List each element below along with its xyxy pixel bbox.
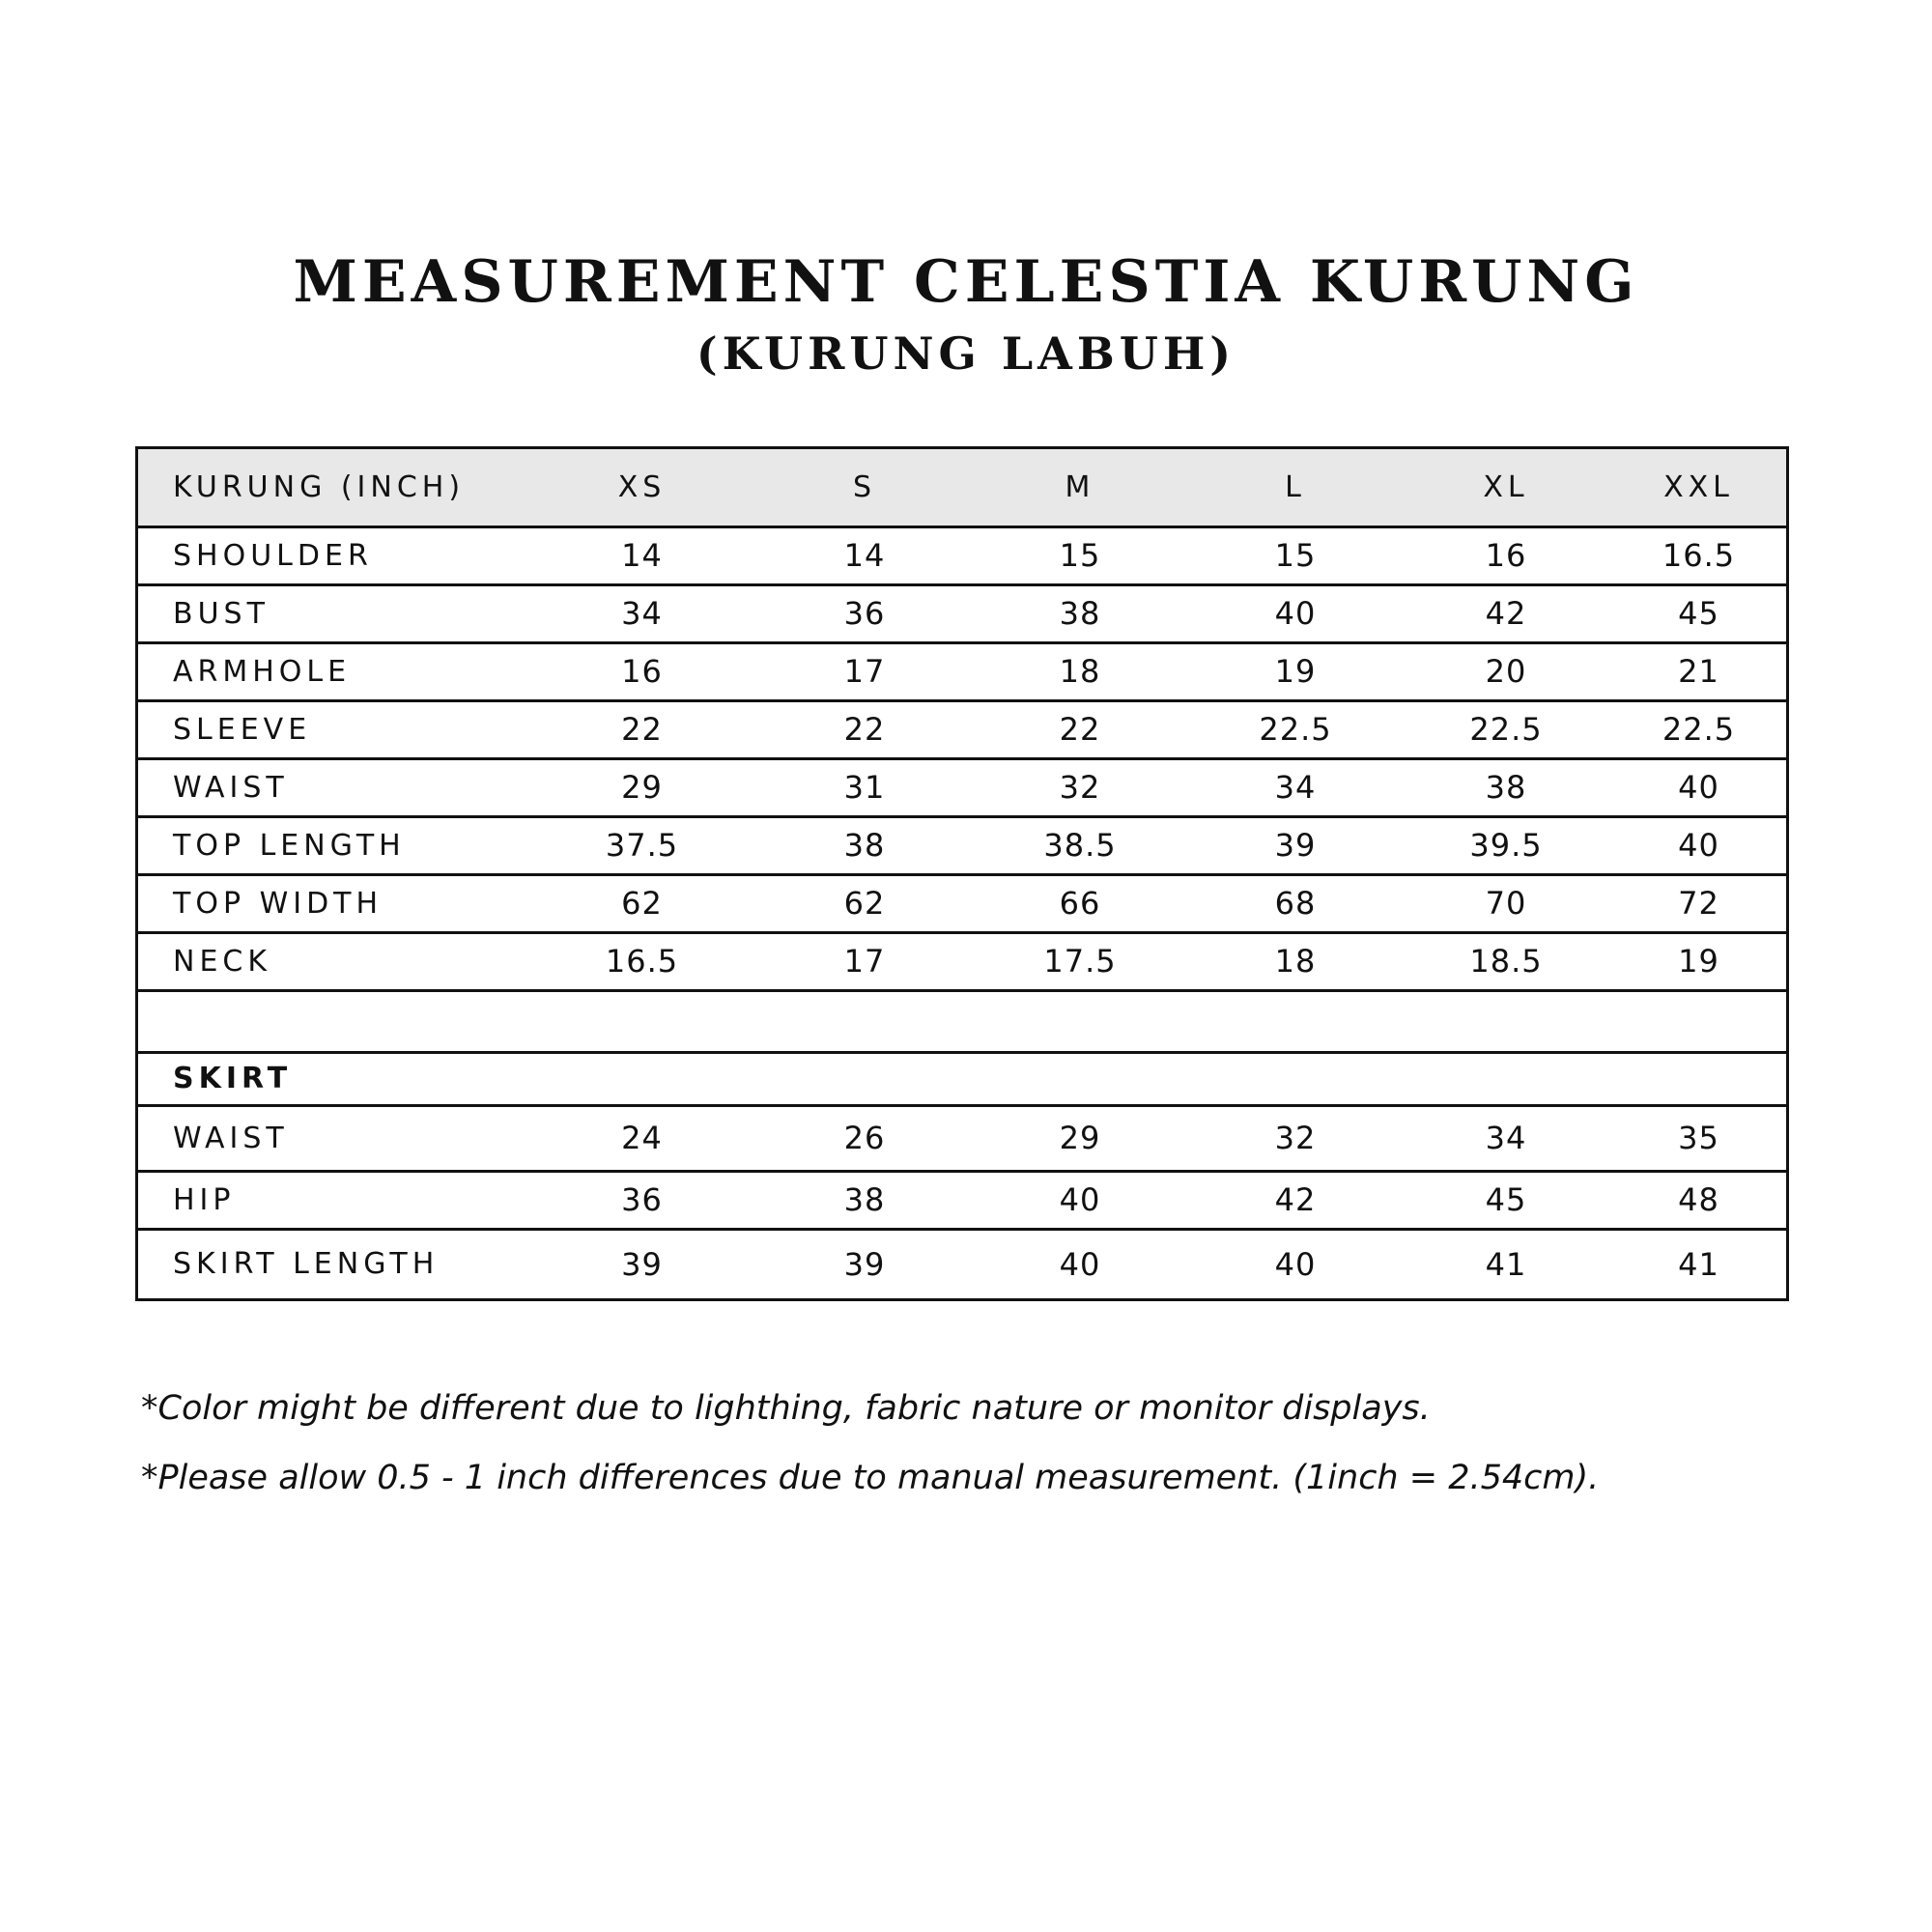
spacer-cell	[138, 990, 1786, 1052]
cell-value: 22.5	[1259, 711, 1332, 748]
header-cell-category: KURUNG (INCH)	[173, 469, 466, 504]
cell-value: 41	[1485, 1245, 1527, 1283]
cell-value: 22	[621, 711, 663, 748]
cell-value: 39	[843, 1245, 886, 1283]
note-color-disclaimer: *Color might be different due to lighthing, fabric nature or monitor displays.	[141, 1389, 1431, 1428]
cell-value: 38.5	[1043, 827, 1117, 864]
table-header-row	[138, 449, 1786, 526]
cell-value: 32	[1274, 1120, 1317, 1156]
cell-value: 45	[1485, 1181, 1527, 1218]
cell-value: 42	[1485, 595, 1527, 632]
cell-value: 40	[1678, 827, 1719, 864]
skirt-section-label: SKIRT	[173, 1062, 293, 1095]
row-label: SLEEVE	[173, 712, 312, 747]
row-label: TOP WIDTH	[173, 886, 384, 921]
cell-value: 41	[1678, 1245, 1719, 1283]
row-label: ARMHOLE	[173, 654, 352, 689]
cell-value: 36	[621, 1181, 663, 1218]
cell-value: 36	[843, 595, 886, 632]
cell-value: 38	[843, 1181, 886, 1218]
row-label: SHOULDER	[173, 538, 373, 573]
cell-value: 40	[1274, 595, 1317, 632]
table-row	[138, 932, 1786, 990]
cell-value: 17.5	[1043, 943, 1117, 980]
cell-value: 16.5	[605, 943, 679, 980]
cell-value: 72	[1678, 885, 1719, 922]
cell-value: 22	[1059, 711, 1101, 748]
cell-value: 38	[843, 827, 886, 864]
cell-value: 21	[1678, 653, 1719, 690]
cell-value: 32	[1059, 769, 1101, 806]
header-cell-size-xs: XS	[617, 469, 667, 504]
page-subtitle: (KURUNG LABUH)	[696, 327, 1236, 380]
cell-value: 16	[621, 653, 663, 690]
cell-value: 37.5	[605, 827, 679, 864]
cell-value: 34	[1274, 769, 1317, 806]
cell-value: 24	[621, 1120, 663, 1156]
cell-value: 18	[1059, 653, 1101, 690]
cell-value: 17	[843, 653, 886, 690]
cell-value: 22.5	[1662, 711, 1736, 748]
header-cell-size-l: L	[1285, 469, 1306, 504]
cell-value: 39.5	[1469, 827, 1543, 864]
table-row	[138, 874, 1786, 932]
cell-value: 16.5	[1662, 537, 1736, 574]
cell-value: 14	[843, 537, 886, 574]
cell-value: 15	[1059, 537, 1101, 574]
cell-value: 19	[1274, 653, 1317, 690]
cell-value: 62	[843, 885, 886, 922]
header-cell-size-s: S	[852, 469, 877, 504]
row-label: BUST	[173, 596, 270, 631]
cell-value: 17	[843, 943, 886, 980]
header-cell-size-xl: XL	[1483, 469, 1529, 504]
cell-value: 42	[1274, 1181, 1317, 1218]
cell-value: 45	[1678, 595, 1719, 632]
cell-value: 70	[1485, 885, 1527, 922]
cell-value: 22.5	[1469, 711, 1543, 748]
cell-value: 34	[1485, 1120, 1527, 1156]
table-row	[138, 758, 1786, 816]
cell-value: 19	[1678, 943, 1719, 980]
cell-value: 34	[621, 595, 663, 632]
cell-value: 40	[1678, 769, 1719, 806]
cell-value: 40	[1059, 1245, 1101, 1283]
cell-value: 40	[1059, 1181, 1101, 1218]
table-row	[138, 642, 1786, 700]
row-label: SKIRT LENGTH	[173, 1247, 440, 1282]
header-cell-size-xxl: XXL	[1663, 469, 1734, 504]
cell-value: 31	[843, 769, 886, 806]
cell-value: 62	[621, 885, 663, 922]
table-row	[138, 700, 1786, 758]
table-row	[138, 584, 1786, 642]
cell-value: 20	[1485, 653, 1527, 690]
cell-value: 38	[1059, 595, 1101, 632]
table-row	[138, 816, 1786, 874]
row-label: WAIST	[173, 770, 289, 805]
note-measurement-tolerance: *Please allow 0.5 - 1 inch differences due to manual measurement. (1inch = 2.54cm).	[141, 1459, 1600, 1497]
cell-value: 29	[621, 769, 663, 806]
cell-value: 22	[843, 711, 886, 748]
cell-value: 39	[1274, 827, 1317, 864]
table-row	[138, 1171, 1786, 1229]
cell-value: 29	[1059, 1120, 1101, 1156]
cell-value: 18	[1274, 943, 1317, 980]
cell-value: 18.5	[1469, 943, 1543, 980]
cell-value: 35	[1678, 1120, 1719, 1156]
table-row	[138, 526, 1786, 584]
table-row	[138, 1229, 1786, 1298]
cell-value: 68	[1274, 885, 1317, 922]
header-cell-size-m: M	[1065, 469, 1095, 504]
measurement-table	[135, 446, 1789, 1301]
table-row	[138, 1105, 1786, 1171]
cell-value: 15	[1274, 537, 1317, 574]
cell-value: 14	[621, 537, 663, 574]
row-label: HIP	[173, 1182, 236, 1217]
cell-value: 26	[843, 1120, 886, 1156]
cell-value: 40	[1274, 1245, 1317, 1283]
notes-block	[141, 1386, 1880, 1525]
table-spacer-row	[138, 990, 1786, 1052]
cell-value: 48	[1678, 1181, 1719, 1218]
cell-value: 66	[1059, 885, 1101, 922]
cell-value: 38	[1485, 769, 1527, 806]
row-label: WAIST	[173, 1121, 289, 1155]
row-label: TOP LENGTH	[173, 828, 406, 863]
cell-value: 39	[621, 1245, 663, 1283]
cell-value: 16	[1485, 537, 1527, 574]
page-title: MEASUREMENT CELESTIA KURUNG	[293, 248, 1639, 316]
skirt-section-row	[138, 1052, 1786, 1105]
row-label: NECK	[173, 944, 272, 979]
